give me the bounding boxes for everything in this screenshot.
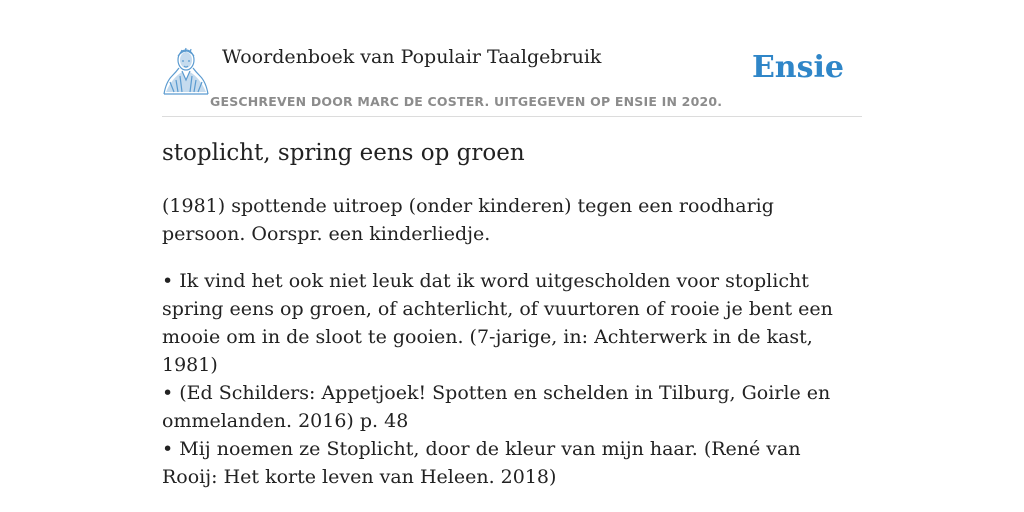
entry-title: stoplicht, spring eens op groen [162,140,525,166]
entry-definition: (1981) spottende uitroep (onder kinderen) tegen een roodharig persoon. Oorspr. een kinderliedje. [162,195,774,245]
author-byline: GESCHREVEN DOOR MARC DE COSTER. UITGEGEVEN OP ENSIE IN 2020. [210,94,723,109]
quote-item: • Mij noemen ze Stoplicht, door de kleur van mijn haar. (René van Rooij: Het korte leven van Heleen. 2018) [162,438,801,488]
entry-quotes [162,267,862,491]
ensie-logo-link[interactable]: Ensie [751,50,844,85]
book-title[interactable]: Woordenboek van Populair Taalgebruik [222,46,602,68]
author-portrait-icon [162,46,210,96]
quote-item: • Ik vind het ook niet leuk dat ik word uitgescholden voor stoplicht spring eens op groen, of achterlicht, of vuurtoren of rooie je bent een mooie om in de sloot te gooien. (7-jarige, in: Achterwerk in de kast, 1981) [162,270,833,376]
page-header [162,40,862,117]
quote-item: • (Ed Schilders: Appetjoek! Spotten en schelden in Tilburg, Goirle en ommelanden. 2016) p. 48 [162,382,831,432]
